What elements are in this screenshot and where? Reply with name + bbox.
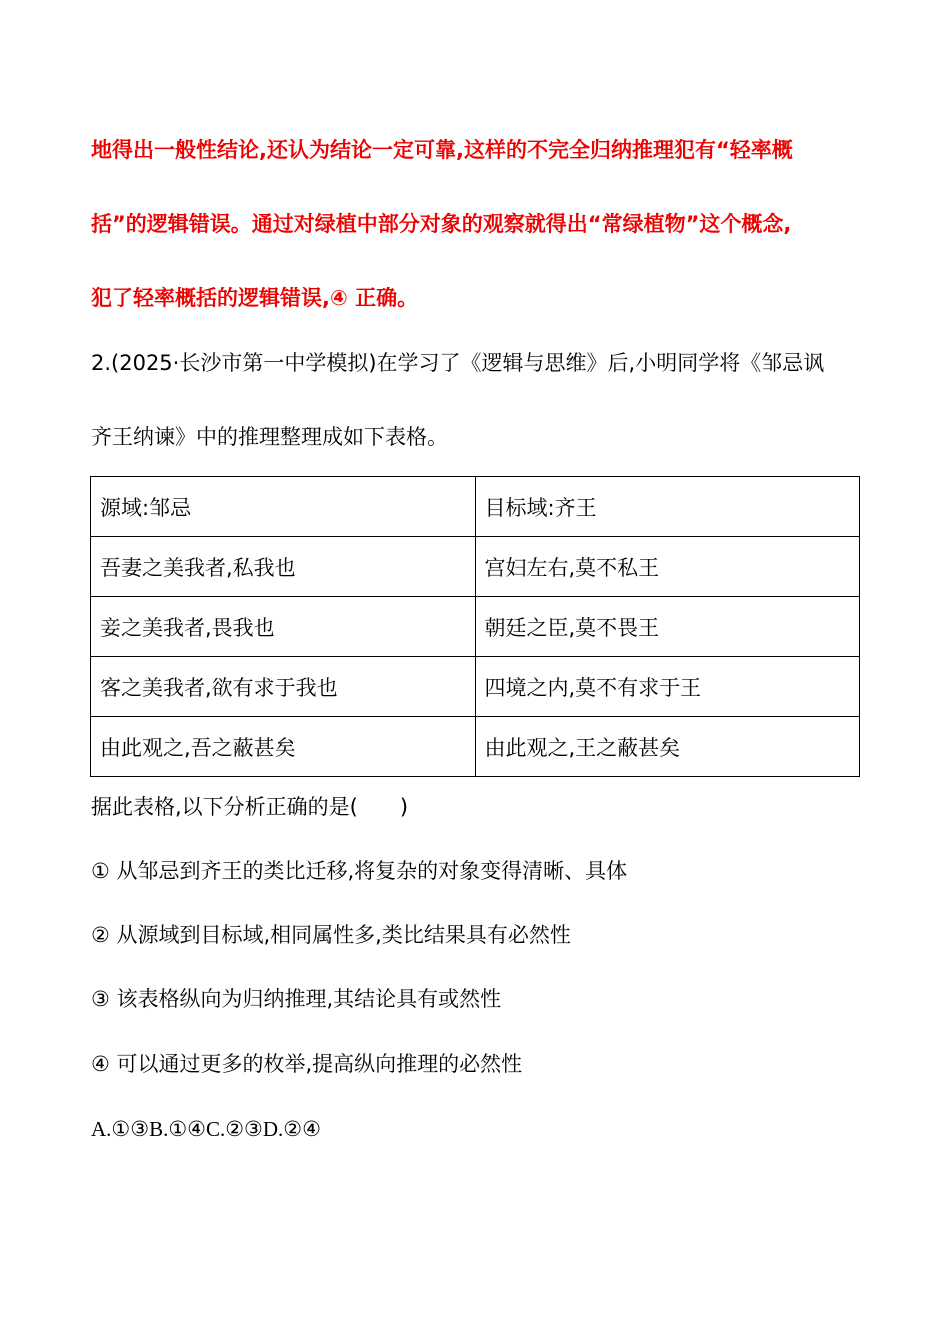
answer-choices: A.①③B.①④C.②③D.②④ xyxy=(91,1117,321,1141)
table-cell: 客之美我者,欲有求于我也 xyxy=(91,657,476,717)
table-cell: 四境之内,莫不有求于王 xyxy=(475,657,860,717)
table-cell: 吾妻之美我者,私我也 xyxy=(91,537,476,597)
table-cell: 源域:邹忌 xyxy=(91,477,476,537)
table-cell: 朝廷之臣,莫不畏王 xyxy=(475,597,860,657)
table-cell: 目标域:齐王 xyxy=(475,477,860,537)
option-1: ① 从邹忌到齐王的类比迁移,将复杂的对象变得清晰、具体 xyxy=(91,859,628,883)
table-row xyxy=(91,717,860,777)
explanation-line-2: 括”的逻辑错误。通过对绿植中部分对象的观察就得出“常绿植物”这个概念, xyxy=(91,212,792,236)
table-row xyxy=(91,597,860,657)
analogy-table xyxy=(90,476,860,777)
table-cell: 由此观之,吾之蔽甚矣 xyxy=(91,717,476,777)
question-stem-line-2: 齐王纳谏》中的推理整理成如下表格。 xyxy=(91,425,448,449)
table-row xyxy=(91,477,860,537)
table-cell: 宫妇左右,莫不私王 xyxy=(475,537,860,597)
table-cell: 妾之美我者,畏我也 xyxy=(91,597,476,657)
table-row xyxy=(91,537,860,597)
question-stem-line-1: 2.(2025·长沙市第一中学模拟)在学习了《逻辑与思维》后,小明同学将《邹忌讽 xyxy=(91,351,825,375)
option-3: ③ 该表格纵向为归纳推理,其结论具有或然性 xyxy=(91,987,502,1011)
explanation-line-3: 犯了轻率概括的逻辑错误,④ 正确。 xyxy=(91,286,419,310)
option-2: ② 从源域到目标域,相同属性多,类比结果具有必然性 xyxy=(91,923,571,947)
table-cell: 由此观之,王之蔽甚矣 xyxy=(475,717,860,777)
question-prompt: 据此表格,以下分析正确的是( ) xyxy=(91,795,409,819)
option-4: ④ 可以通过更多的枚举,提高纵向推理的必然性 xyxy=(91,1052,523,1076)
explanation-line-1: 地得出一般性结论,还认为结论一定可靠,这样的不完全归纳推理犯有“轻率概 xyxy=(91,138,793,162)
table-row xyxy=(91,657,860,717)
